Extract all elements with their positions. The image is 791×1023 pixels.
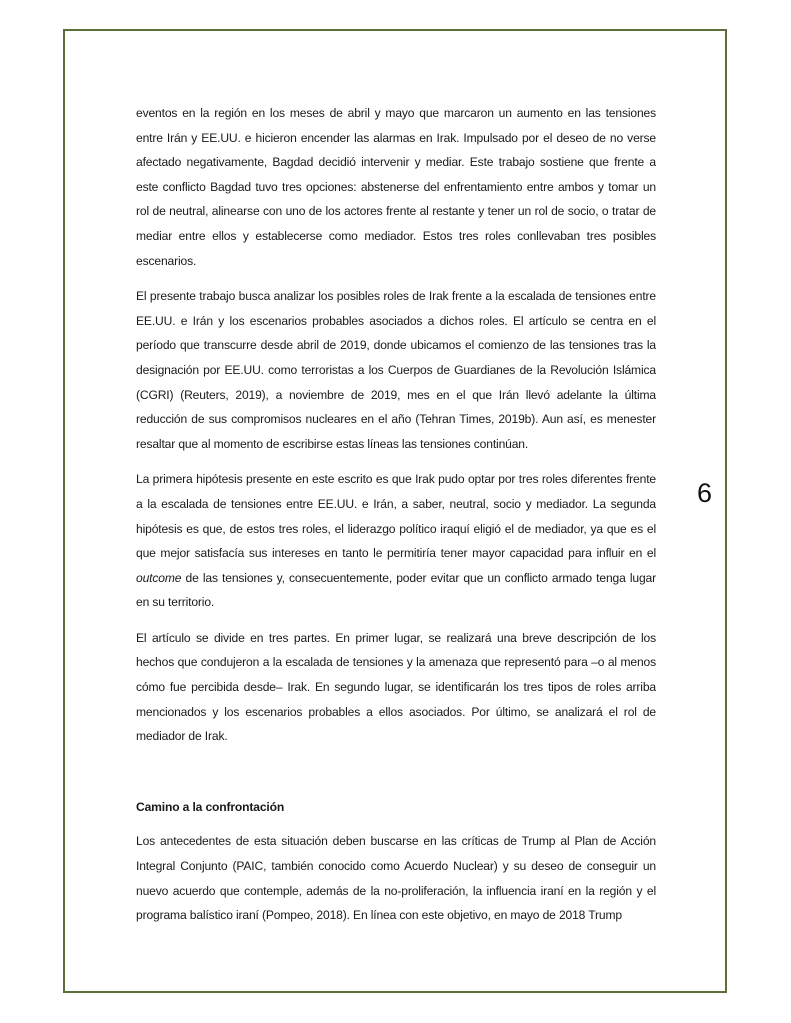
paragraph-3-text-after: de las tensiones y, consecuentemente, poder evitar que un conflicto armado tenga lugar en su territorio. [136,570,656,610]
section-paragraph-1: Los antecedentes de esta situación deben buscarse en las críticas de Trump al Plan de Acción Integral Conjunto (PAIC, también conocido como Acuerdo Nuclear) y su deseo de conseguir un nuevo acuerdo que contemple, además de la no-proliferación, la influencia iraní en la región y el programa balístico iraní (Pompeo, 2018). En línea con este objetivo, en mayo de 2018 Trump [136,834,656,923]
paragraph-1: eventos en la región en los meses de abril y mayo que marcaron un aumento en las tensiones entre Irán y EE.UU. e hicieron encender las alarmas en Irak. Impulsado por el deseo de no verse afectado negativamente, Bagdad decidió intervenir y mediar. Este trabajo sostiene que frente a este conflicto Bagdad tuvo tres opciones: abstenerse del enfrentamiento entre ambos y tomar un rol de neutral, alinearse con uno de los actores frente al restante y tener un rol de socio, o tratar de mediar entre ellos y establecerse como mediador. Estos tres roles conllevaban tres posibles escenarios. [136,106,656,268]
paragraph-3 [136,467,656,615]
paragraph-2: El presente trabajo busca analizar los posibles roles de Irak frente a la escalada de tensiones entre EE.UU. e Irán y los escenarios probables asociados a dichos roles. El artículo se centra en el período que transcurre desde abril de 2019, donde ubicamos el comienzo de las tensiones tras la designación por EE.UU. como terroristas a los Cuerpos de Guardianes de la Revolución Islámica (CGRI) (Reuters, 2019), a noviembre de 2019, mes en el que Irán llevó adelante la última reducción de sus compromisos nucleares en el año (Tehran Times, 2019b). Aun así, es menester resaltar que al momento de escribirse estas líneas las tensiones continúan. [136,289,656,451]
section-heading: Camino a la confrontación [136,799,285,814]
italic-term-outcome: outcome [136,570,182,585]
paragraph-4: El artículo se divide en tres partes. En primer lugar, se realizará una breve descripción de los hechos que condujeron a la escalada de tensiones y la amenaza que representó para –o al menos cómo fue percibida desde– Irak. En segundo lugar, se identificarán los tres tipos de roles arriba mencionados y los escenarios probables a ellos asociados. Por último, se analizará el rol de mediador de Irak. [136,630,656,744]
document-body [136,101,656,928]
paragraph-3-text-before: La primera hipótesis presente en este escrito es que Irak pudo optar por tres roles diferentes frente a la escalada de tensiones entre EE.UU. e Irán, a saber, neutral, socio y mediador. La segunda hipótesis es que, de estos tres roles, el liderazgo político iraquí eligió el de mediador, ya que es el que mejor satisfacía sus intereses en tanto le permitiría tener mayor capacidad para influir en el [136,472,656,561]
page-number: 6 [697,478,713,508]
